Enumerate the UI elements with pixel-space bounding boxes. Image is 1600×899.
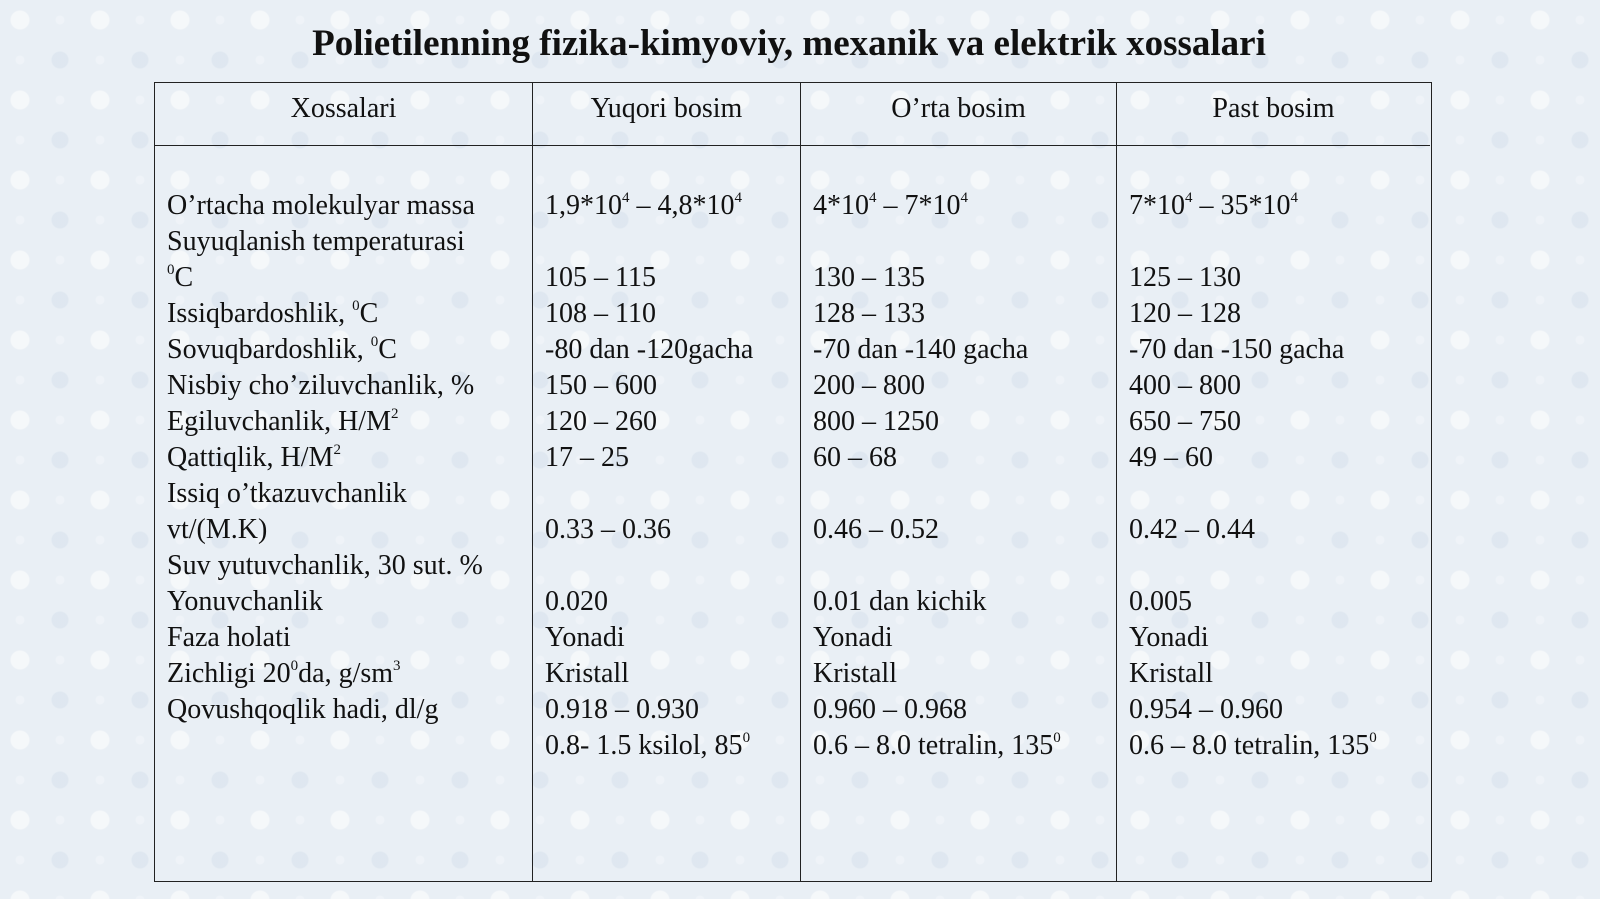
table-cell-line: 108 – 110 bbox=[545, 298, 656, 329]
table-cell-line: Kristall bbox=[813, 658, 897, 689]
slide-title: Polietilenning fizika-kimyoviy, mexanik va elektrik xossalari bbox=[312, 23, 1266, 64]
header-properties: Xossalari bbox=[155, 83, 532, 146]
column-properties bbox=[155, 83, 532, 881]
table-cell-line bbox=[167, 728, 532, 764]
table-cell-line: 650 – 750 bbox=[1129, 406, 1241, 437]
table-cell-line: Faza holati bbox=[167, 622, 291, 653]
table-cell-line: 0.6 – 8.0 tetralin, $135^0$ bbox=[1129, 730, 1377, 761]
table-cell-line: Kristall bbox=[545, 658, 629, 689]
table-cell-line: Zichligi $20^0da$, $g/sm^3$ bbox=[167, 658, 401, 689]
table-cell-line: Qattiqlik, $H/M^2$ bbox=[167, 442, 341, 473]
table-cell-line: 150 – 600 bbox=[545, 370, 657, 401]
table-cell-line bbox=[545, 224, 800, 260]
table-cell-line: Suyuqlanish temperaturasi bbox=[167, 226, 465, 257]
table-cell-line: 800 – 1250 bbox=[813, 406, 939, 437]
table-cell-line: -80 dan -120gacha bbox=[545, 334, 754, 365]
table-cell-line: Yonadi bbox=[545, 622, 625, 653]
column-medium-pressure bbox=[800, 83, 1116, 881]
table-cell-line: Yonadi bbox=[1129, 622, 1209, 653]
table-cell-line: 0.020 bbox=[545, 586, 608, 617]
table-cell-line: $1,9*10^4 - 4,8*10^4$ bbox=[545, 190, 742, 221]
table-cell-line: vt/(M.K) bbox=[167, 514, 268, 545]
table-cell-line: 0.33 – 0.36 bbox=[545, 514, 671, 545]
table-cell-line: 120 – 260 bbox=[545, 406, 657, 437]
table-cell-line: Issiq o’tkazuvchanlik bbox=[167, 478, 407, 509]
table-cell-line: 0.46 – 0.52 bbox=[813, 514, 939, 545]
table-cell-line: Issiqbardoshlik, $^0$C bbox=[167, 298, 379, 329]
table-cell-line: 128 – 133 bbox=[813, 298, 925, 329]
header-medium-pressure: O’rta bosim bbox=[801, 83, 1116, 146]
table-cell-line bbox=[1129, 224, 1430, 260]
table-cell-line bbox=[545, 548, 800, 584]
table-cell-line: 200 – 800 bbox=[813, 370, 925, 401]
table-cell-line: 0.954 – 0.960 bbox=[1129, 694, 1283, 725]
table-cell-line: Egiluvchanlik, $H/M^2$ bbox=[167, 406, 399, 437]
table-cell-line: Nisbiy cho’ziluvchanlik, % bbox=[167, 370, 475, 401]
table-cell-line: Suv yutuvchanlik, 30 sut. % bbox=[167, 550, 483, 581]
table-cell-line: 120 – 128 bbox=[1129, 298, 1241, 329]
header-high-pressure: Yuqori bosim bbox=[533, 83, 800, 146]
table-cell-line: -70 dan -140 gacha bbox=[813, 334, 1029, 365]
table-cell-line: 0.42 – 0.44 bbox=[1129, 514, 1255, 545]
cell-high-pressure bbox=[533, 146, 800, 764]
table-cell-line: 17 – 25 bbox=[545, 442, 629, 473]
table-cell-line: Sovuqbardoshlik, $^0$C bbox=[167, 334, 397, 365]
table-cell-line: $7*10^4 - 35*10^4$ bbox=[1129, 190, 1298, 221]
table-cell-line: 49 – 60 bbox=[1129, 442, 1213, 473]
table-cell-line: 0.01 dan kichik bbox=[813, 586, 987, 617]
table-cell-line bbox=[545, 476, 800, 512]
table-cell-line: 400 – 800 bbox=[1129, 370, 1241, 401]
column-high-pressure bbox=[532, 83, 800, 881]
table-cell-line: -70 dan -150 gacha bbox=[1129, 334, 1345, 365]
table-cell-line: 60 – 68 bbox=[813, 442, 897, 473]
table-cell-line: 125 – 130 bbox=[1129, 262, 1241, 293]
table-cell-line bbox=[813, 476, 1116, 512]
cell-properties bbox=[155, 146, 532, 764]
table-cell-line: $^0$C bbox=[167, 262, 194, 293]
table-cell-line bbox=[1129, 548, 1430, 584]
table-cell-line: Qovushqoqlik hadi, dl/g bbox=[167, 694, 439, 725]
column-low-pressure bbox=[1116, 83, 1430, 881]
table-cell-line: Yonuvchanlik bbox=[167, 586, 323, 617]
table-cell-line: 130 – 135 bbox=[813, 262, 925, 293]
table-cell-line bbox=[813, 224, 1116, 260]
table-cell-line: 0.960 – 0.968 bbox=[813, 694, 967, 725]
table-cell-line: Kristall bbox=[1129, 658, 1213, 689]
table-cell-line: 0.918 – 0.930 bbox=[545, 694, 699, 725]
properties-table bbox=[154, 82, 1432, 882]
table-cell-line: 105 – 115 bbox=[545, 262, 656, 293]
cell-low-pressure bbox=[1117, 146, 1430, 764]
table-cell-line: 0.8- 1.5 ksilol, $85^0$ bbox=[545, 730, 751, 761]
table-cell-line bbox=[1129, 476, 1430, 512]
table-cell-line: 0.6 – 8.0 tetralin, $135^0$ bbox=[813, 730, 1061, 761]
table-cell-line bbox=[813, 548, 1116, 584]
table-cell-line: 0.005 bbox=[1129, 586, 1192, 617]
table-cell-line: $4*10^4 - 7*10^4$ bbox=[813, 190, 968, 221]
header-low-pressure: Past bosim bbox=[1117, 83, 1430, 146]
cell-medium-pressure bbox=[801, 146, 1116, 764]
table-cell-line: Yonadi bbox=[813, 622, 893, 653]
table-cell-line: O’rtacha molekulyar massa bbox=[167, 190, 475, 221]
